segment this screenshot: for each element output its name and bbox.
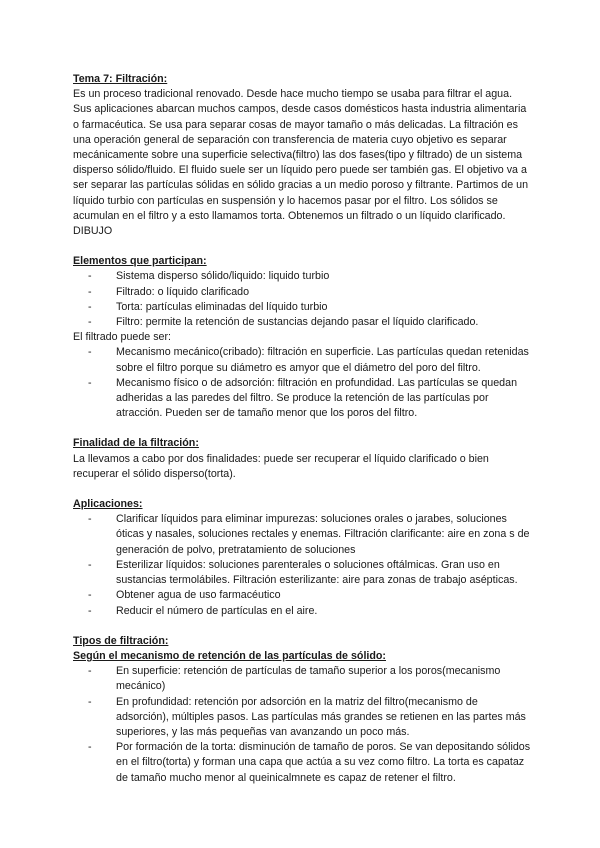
list-item: - Torta: partículas eliminadas del líquido turbio [88, 300, 531, 315]
list-item: - En profundidad: retención por adsorción en la matriz del filtro(mecanismo de adsorción), múltiples pasos. Las partículas más grandes se retienen en las partes más superiores, y las más pequeñas van avanzando un poco más. [88, 695, 531, 741]
document-page [73, 72, 531, 786]
tipos-list [73, 664, 531, 786]
elementos-heading: Elementos que participan: [73, 255, 207, 268]
aplicaciones-heading: Aplicaciones: [73, 498, 143, 511]
finalidad-paragraph: La llevamos a cabo por dos finalidades: puede ser recuperar el líquido clarificado o bien recuperar el sólido disperso(torta). [73, 452, 489, 480]
finalidad-heading: Finalidad de la filtración: [73, 437, 199, 450]
filtrado-intro: El filtrado puede ser: [73, 331, 172, 344]
aplicaciones-list [73, 512, 531, 618]
list-item: - Mecanismo físico o de adsorción: filtración en profundidad. Las partículas se quedan adheridas a las paredes del filtro. Se produce la retención de las partículas por atracción. Pueden ser de tamaño menor que los poros del filtro. [88, 376, 531, 422]
list-item: - Clarificar líquidos para eliminar impurezas: soluciones orales o jarabes, soluciones óticas y nasales, soluciones rectales y enemas. Filtración clarificante: aire en zona s de generación de polvo, pretratamiento de soluciones [88, 512, 531, 558]
list-item: - Filtro: permite la retención de sustancias dejando pasar el líquido clarificado. [88, 315, 531, 330]
tipos-subheading: Según el mecanismo de retención de las partículas de sólido: [73, 649, 386, 662]
list-item: - Reducir el número de partículas en el aire. [88, 604, 531, 619]
list-item: - Por formación de la torta: disminución de tamaño de poros. Se van depositando sólidos en el filtro(torta) y forman una capa que actúa a su vez como filtro. La torta es capataz de tamaño mucho menor al queinicalmnete es capaz de retener el filtro. [88, 740, 531, 786]
elementos-list [73, 269, 531, 330]
filtrado-list [73, 345, 531, 421]
list-item: - Sistema disperso sólido/liquido: liquido turbio [88, 269, 531, 284]
list-item: - Filtrado: o líquido clarificado [88, 285, 531, 300]
list-item: - Mecanismo mecánico(cribado): filtración en superficie. Las partículas quedan retenidas sobre el filtro porque su diámetro es amyor que el diámetro del poro del filtro. [88, 345, 531, 375]
tipos-heading: Tipos de filtración: [73, 634, 169, 647]
page-title: Tema 7: Filtración: [73, 73, 168, 85]
list-item: - Esterilizar líquidos: soluciones parenterales o soluciones oftálmicas. Gran uso en sustancias termolábiles. Filtración esterilizante: aire para zonas de trabajo asépticas. [88, 558, 531, 588]
intro-paragraph: Es un proceso tradicional renovado. Desde hace mucho tiempo se usaba para filtrar el agua. Sus aplicaciones abarcan muchos campos, desde casos domésticos hasta industria alimentaria o farmacéutica. Se usa para separar cosas de mayor tamaño o más delicadas. La filtración es una operación general de separación con transferencia de materia cuyo objetivo es separar mecánicamente sobre una superficie selectiva(filtro) las dos fases(tipo y filtrado) de un sistema disperso sólido/fluido. El fluido suele ser un líquido pero puede ser también gas. El objetivo va a ser separar las partículas sólidas en sólido gracias a un medio poroso y filtrante. Partimos de un líquido turbio con partículas en suspensión y lo hacemos pasar por el filtro. Los sólidos se acumulan en el filtro y a esto llamamos torta. Obtenemos un filtrado o un líquido clarificado. DIBUJO [73, 88, 529, 238]
list-item: - En superficie: retención de partículas de tamaño superior a los poros(mecanismo mecánico) [88, 664, 531, 694]
list-item: - Obtener agua de uso farmacéutico [88, 588, 531, 603]
